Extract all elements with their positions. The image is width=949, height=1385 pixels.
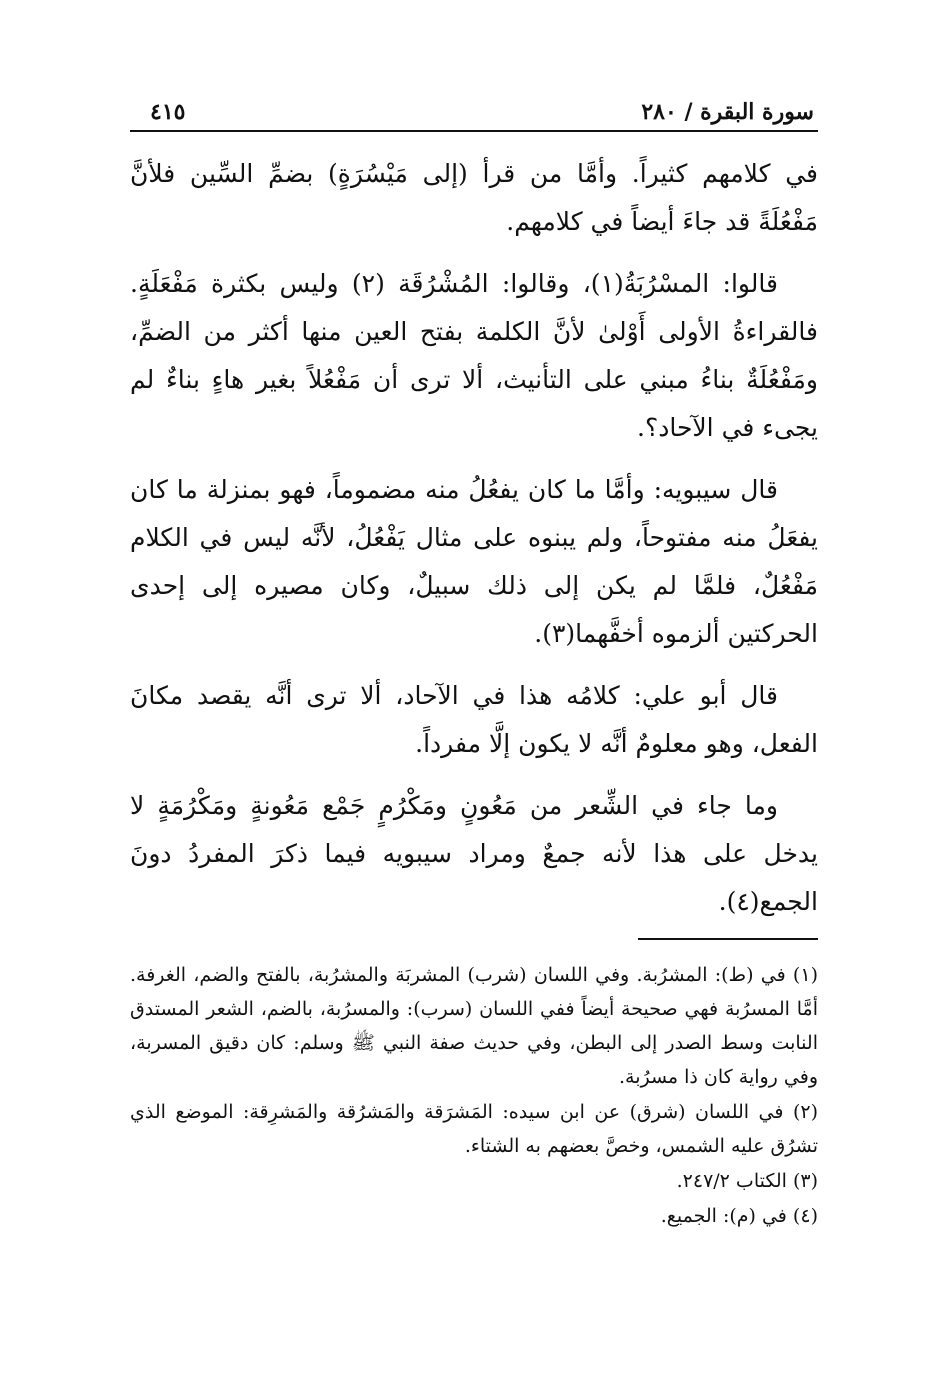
paragraph: قالوا: المسْرُبَةُ(١)، وقالوا: المُشْرُقَة (٢) وليس بكثرة مَفْعَلَةٍ. فالقراءةُ الأولى أَوْلىٰ لأنَّ الكلمة بفتح العين منها أكثر من الضمِّ، ومَفْعُلَةٌ بناءُ مبني على التأنيث، ألا ترى أن مَفْعُلاً بغير هاءٍ بناءٌ لم يجىء في الآحاد؟. (130, 269, 818, 442)
header-divider (130, 130, 818, 132)
paragraph: وما جاء في الشِّعر من مَعُونٍ ومَكْرُمٍ جَمْع مَعُونةٍ ومَكْرُمَةٍ لا يدخل على هذا لأنه جمعٌ ومراد سيبويه فيما ذكرَ المفردُ دونَ الجمع(٤). (130, 791, 818, 916)
footnote: (٣) الكتاب ٢٤٧/٢. (676, 1170, 818, 1192)
running-header (130, 92, 818, 132)
page-number: ٤١٥ (150, 99, 186, 125)
footnote-divider (638, 938, 818, 940)
paragraph: في كلامهم كثيراً. وأمَّا من قرأ (إلى مَيْسُرَةٍ) بضمِّ السِّين فلأنَّ مَفْعُلَةً قد جاءَ أيضاً في كلامهم. (130, 159, 818, 236)
book-page (130, 0, 818, 1385)
footnotes (130, 958, 818, 1234)
footnote: (٢) في اللسان (شرق) عن ابن سيده: المَشرَقة والمَشرُقة والمَشرِقة: الموضع الذي تشرُق عليه الشمس، وخصَّ بعضهم به الشتاء. (130, 1101, 818, 1157)
paragraph: قال أبو علي: كلامُه هذا في الآحاد، ألا ترى أنَّه يقصد مكانَ الفعل، وهو معلومٌ أنَّه لا يكون إلَّا مفرداً. (130, 681, 818, 758)
footnote: (١) في (ط): المشرُبة. وفي اللسان (شرب) المشربَة والمشرُبة، بالفتح والضم، الغرفة. أمَّا المسرُبة فهي صحيحة أيضاً ففي اللسان (سرب): والمسرُبة، بالضم، الشعر المستدق النابت وسط الصدر إلى البطن، وفي حديث صفة النبي ﷺ وسلم: كان دقيق المسربة، وفي رواية كان ذا مسرُبة. (130, 964, 818, 1088)
footnote: (٤) في (م): الجميع. (660, 1205, 818, 1227)
surah-title: سورة البقرة / ٢٨٠ (641, 99, 814, 125)
paragraph: قال سيبويه: وأمَّا ما كان يفعُلُ منه مضموماً، فهو بمنزلة ما كان يفعَلُ منه مفتوحاً، ولم يبنوه على مثال يَفْعُلُ، لأنَّه ليس في الكلام مَفْعُلٌ، فلمَّا لم يكن إلى ذلك سبيلٌ، وكان مصيره إلى إحدى الحركتين ألزموه أخفَّهما(٣). (130, 475, 818, 648)
main-text (130, 150, 818, 940)
